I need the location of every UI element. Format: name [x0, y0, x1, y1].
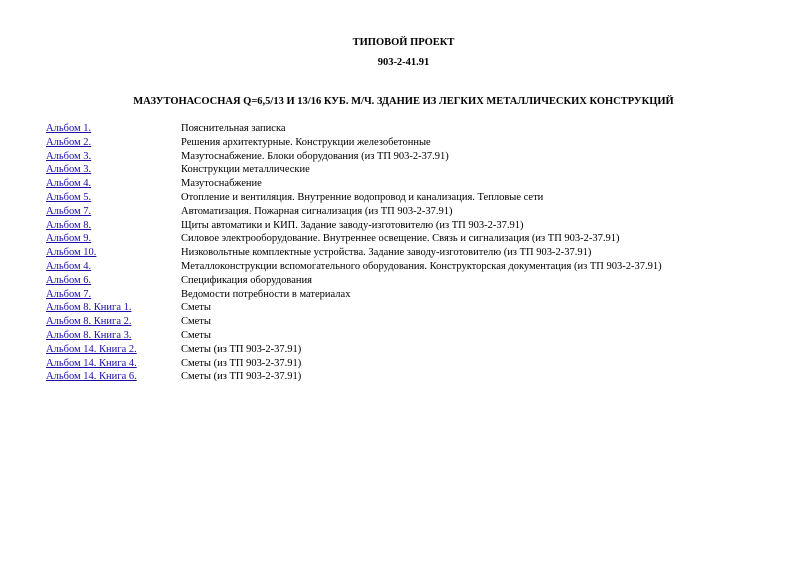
album-row: [46, 301, 766, 315]
album-link[interactable]: Альбом 3.: [46, 164, 92, 176]
album-row: [46, 177, 766, 191]
album-description: Сметы (из ТП 903-2-37.91): [181, 371, 302, 383]
album-description: Сметы (из ТП 903-2-37.91): [181, 357, 302, 369]
album-row: [46, 329, 766, 343]
album-row: [46, 163, 766, 177]
album-row: [46, 150, 766, 164]
album-row: [46, 205, 766, 219]
album-row: [46, 246, 766, 260]
document-type-heading: ТИПОВОЙ ПРОЕКТ: [352, 37, 455, 48]
album-row: [46, 122, 766, 136]
album-description: Низковольтные комплектные устройства. Задание заводу-изготовителю (из ТП 903-2-37.91): [181, 247, 592, 259]
album-description: Отопление и вентиляция. Внутренние водопровод и канализация. Тепловые сети: [181, 191, 544, 203]
album-description: Силовое электрооборудование. Внутреннее освещение. Связь и сигнализация (из ТП 903-2-37.91): [181, 233, 620, 245]
project-title: МАЗУТОНАСОСНАЯ Q=6,5/13 И 13/16 КУБ. М/Ч. ЗДАНИЕ ИЗ ЛЕГКИХ МЕТАЛЛИЧЕСКИХ КОНСТРУКЦИЙ: [133, 96, 674, 107]
album-link[interactable]: Альбом 3.: [46, 150, 92, 162]
album-link[interactable]: Альбом 2.: [46, 136, 92, 148]
album-link[interactable]: Альбом 10.: [46, 247, 97, 259]
album-description: Сметы: [181, 302, 211, 314]
album-description: Пояснительная записка: [181, 123, 286, 134]
album-description: Мазутоснабжение. Блоки оборудования (из ТП 903-2-37.91): [181, 150, 449, 162]
album-row: [46, 370, 766, 384]
album-link[interactable]: Альбом 4.: [46, 178, 92, 190]
album-description: Спецификация оборудования: [181, 274, 312, 286]
album-link[interactable]: Альбом 8.: [46, 219, 92, 231]
album-description: Щиты автоматики и КИП. Задание заводу-изготовителю (из ТП 903-2-37.91): [181, 219, 524, 231]
album-link[interactable]: Альбом 4.: [46, 260, 92, 272]
album-description: Решения архитектурные. Конструкции железобетонные: [181, 136, 431, 148]
album-description: Сметы: [181, 316, 211, 328]
album-row: [46, 191, 766, 205]
album-row: [46, 232, 766, 246]
album-row: [46, 260, 766, 274]
album-link[interactable]: Альбом 14. Книга 2.: [46, 343, 137, 355]
album-link[interactable]: Альбом 8. Книга 3.: [46, 329, 132, 341]
album-description: Автоматизация. Пожарная сигнализация (из ТП 903-2-37.91): [181, 205, 453, 217]
album-description: Сметы: [181, 329, 211, 341]
album-row: [46, 315, 766, 329]
album-link[interactable]: Альбом 14. Книга 6.: [46, 371, 137, 383]
album-row: [46, 219, 766, 233]
album-row: [46, 274, 766, 288]
album-link[interactable]: Альбом 7.: [46, 205, 92, 217]
album-link[interactable]: Альбом 5.: [46, 191, 92, 203]
album-link[interactable]: Альбом 6.: [46, 274, 92, 286]
album-description: Сметы (из ТП 903-2-37.91): [181, 343, 302, 355]
album-row: [46, 357, 766, 371]
project-code: 903-2-41.91: [377, 57, 430, 68]
album-row: [46, 288, 766, 302]
album-link[interactable]: Альбом 7.: [46, 288, 92, 300]
album-link[interactable]: Альбом 14. Книга 4.: [46, 357, 137, 369]
album-description: Мазутоснабжение: [181, 178, 262, 190]
album-list: [46, 122, 766, 384]
album-link[interactable]: Альбом 8. Книга 2.: [46, 316, 132, 328]
album-link[interactable]: Альбом 1.: [46, 123, 92, 134]
album-link[interactable]: Альбом 9.: [46, 233, 92, 245]
album-description: Конструкции металлические: [181, 164, 310, 176]
album-link[interactable]: Альбом 8. Книга 1.: [46, 302, 132, 314]
album-row: [46, 136, 766, 150]
album-row: [46, 343, 766, 357]
album-description: Ведомости потребности в материалах: [181, 288, 351, 300]
album-description: Металлоконструкции вспомогательного оборудования. Конструкторская документация (из ТП 903-2-37.91): [181, 260, 662, 272]
